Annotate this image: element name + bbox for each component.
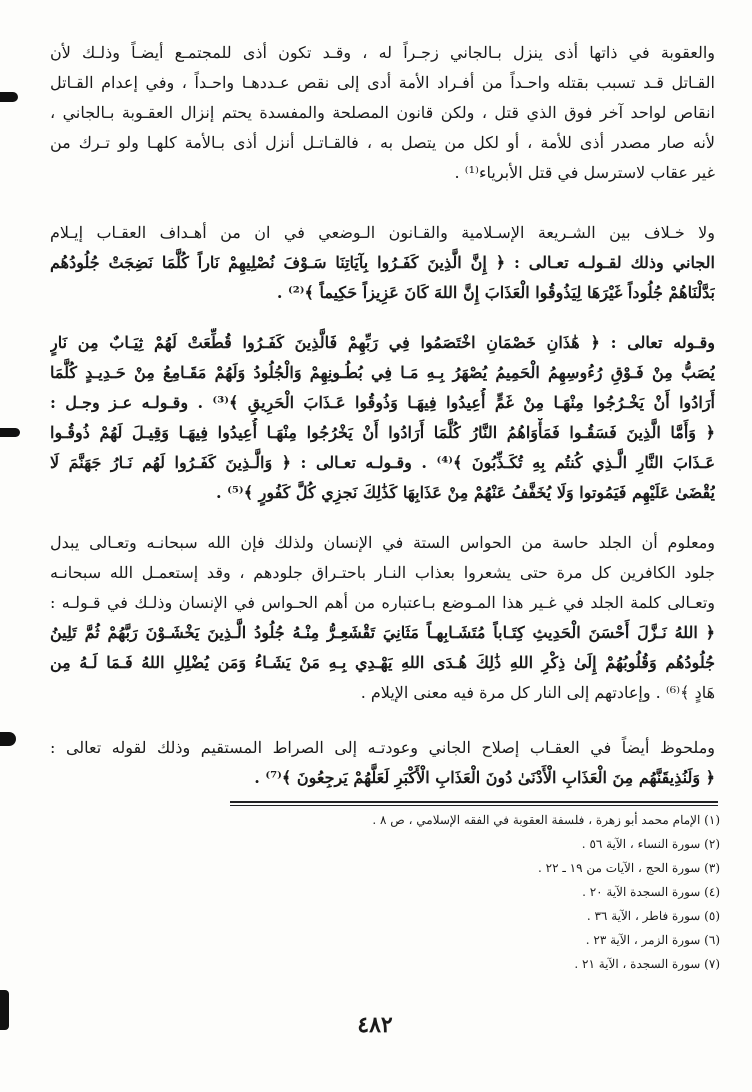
quran-verse-line: جُلُودُهُم وَقُلُوبُهُمْ إِلَىٰ ذِكْرِ اللهِ ذَٰلِكَ هُـدَى اللهِ يَهْـدِي بِـهِ مَنْ يَشَـاءُ وَمَن يُضْلِلِ اللهُ فَـمَا لَـهُ مِن: [50, 653, 715, 672]
quran-verse-line: أَرَادُوا أَنْ يَخْـرُجُوا مِنْهَـا مِنْ غَمٍّ أُعِيدُوا فِيهَـا وَذُوقُوا عَـذَابَ الْحَرِيقِ ﴾⁽³⁾ . وقـولـه عـز وجـل :: [50, 393, 715, 412]
page-number: ٤٨٢: [357, 1012, 393, 1038]
scan-mark: [0, 92, 18, 102]
footnote: (٦) سورة الزمر ، الآية ٢٣ .: [585, 933, 720, 947]
quran-verse-line: يُصَبُّ مِنْ فَـوْقِ رُءُوسِهِمُ الْحَمِيمُ يُصْهَرُ بِـهِ مَـا فِي بُطُـونِهِمْ وَالْجُلُودُ وَلَهُمْ مَقَـامِعُ مِنْ حَـدِيـدٍ كُلَّمَا: [50, 363, 715, 382]
text-line: وتعـالى كلمة الجلد في غـير هذا المـوضع بـاعتباره من أهم الحـواس في الإنسان وذلـك في قـولـه :: [50, 593, 715, 612]
footnote: (١) الإمام محمد أبو زهرة ، فلسفة العقوبة في الفقه الإسلامي ، ص ٨ .: [372, 813, 720, 827]
quran-verse-line: ﴿ وَأَمَّا الَّذِينَ فَسَقُـوا فَمَأْوَاهُمُ النَّارُ كُلَّمَا أَرَادُوا أَنْ يَخْرُجُوا مِنْهَـا أُعِيدُوا فِيهَـا وَقِيـلَ لَهُمْ ذُوقُـوا: [50, 423, 715, 442]
text-line: القـاتل قـد تسبب بقتله واحـداً من أفـراد الأمة أدى إلى نقص عـددهـا واحـداً ، وفي إعدام القـاتل: [50, 73, 715, 92]
text-line: انقاص لواحد آخر فوق الذي قتل ، ولكن قانون المصلحة والمفسدة يحتم إنزال العقـوبة بـالجاني ،: [50, 103, 715, 122]
footnote: (٤) سورة السجدة الآية ٢٠ .: [582, 885, 720, 899]
footnote: (٢) سورة النساء ، الآية ٥٦ .: [581, 837, 720, 851]
quran-verse-line: يُقْضَىٰ عَلَيْهِم فَيَمُوتوا وَلَا يُخَفَّفُ عَنْهُمْ مِنْ عَذَابِهَا كَذَٰلِكَ نَجزِي كُلَّ كَفُورٍ ﴾⁽⁵⁾ .: [216, 483, 715, 502]
text-line: هَادٍ ﴾⁽⁶⁾ . وإعادتهم إلى النار كل مرة فيه معنى الإيلام .: [360, 683, 715, 702]
scan-mark: [0, 428, 20, 437]
text-line: جلود الكافرين كل مرة حتى يشعروا بعذاب النـار باحتـراق جلودهم ، وقد إستعمـل الله سبحانـه: [50, 563, 715, 582]
footnote: (٣) سورة الحج ، الآيات من ١٩ ـ ٢٢ .: [537, 861, 720, 875]
text-line: وملحوظ أيضاً في العقـاب إصلاح الجاني وعودتـه إلى الصراط المستقيم وذلك لقوله تعالى :: [50, 738, 715, 757]
scan-mark: [0, 990, 9, 1030]
quran-verse-line: الجاني وذلك لقـولـه تعـالى : ﴿ إِنَّ الَّذِينَ كَفَـرُوا بِآيَاتِنَا سَـوْفَ نُصْلِيهِمْ نَاراً كُلَّمَا نَضِجَتْ جُلُودُهُم: [50, 253, 715, 272]
quran-verse-line: ﴿ اللهُ نَـزَّلَ أَحْسَنَ الْحَدِيثِ كِتَـاباً مُتَشَـابِهـاً مَثَانِيَ تَقْشَعِـرُّ مِنْـهُ جُلُودُ الَّـذِينَ يَخْشَـوْنَ رَبَّهُمْ ثُمَّ تَلِينُ: [50, 623, 715, 642]
quran-verse-line: بَدَّلْنَاهُمْ جُلُوداً غَيْرَهَا لِيَذُوقُوا الْعَذَابَ إِنَّ اللهَ كَانَ عَزِيزاً حَكِيماً ﴾⁽²⁾ .: [276, 283, 715, 302]
text-line: ومعلوم أن الجلد حاسة من الحواس الستة في الإنسان ولذلك فإن الله سبحانـه وتعـالى يبدل: [50, 533, 715, 552]
footnote: (٧) سورة السجدة ، الآية ٢١ .: [574, 957, 720, 971]
scan-mark: [0, 732, 16, 746]
text-line: لأنه صار مصدر أذى للأمة ، أو لكل من يتصل به ، فالقـاتـل أنزل أذى بـالأمة كلهـا ولو تـرك من: [50, 133, 715, 152]
footnote-divider: [230, 801, 718, 806]
text-line: ولا خـلاف بين الشـريعة الإسـلامية والقـانون الـوضعي في ان من أهـداف العقـاب إيـلام: [50, 223, 715, 242]
quran-verse-line: عَـذَابَ النَّارِ الَّـذِي كُنتُم بِهِ تُكَـذِّبُونَ ﴾⁽⁴⁾ . وقـولـه تعـالى : ﴿ وَالَّـذِينَ كَفَـرُوا لَهُم نَـارُ جَهَنَّمَ لَا: [50, 453, 715, 472]
quran-verse-line: ﴿ وَلَنُذِيقَنَّهُم مِنَ الْعَذَابِ الْأَدْنَىٰ دُونَ الْعَذَابِ الْأَكْبَرِ لَعَلَّهُمْ يَرجِعُونَ ﴾⁽⁷⁾ .: [254, 768, 715, 787]
text-line: غير عقاب لاسترسل في قتل الأبرياء⁽¹⁾ .: [454, 163, 715, 182]
quran-verse-line: وقـوله تعالى : ﴿ هَٰذَانِ خَصْمَانِ اخْتَصَمُوا فِي رَبِّهِمْ فَالَّذِينَ كَفَـرُوا قُطِّعَتْ لَهُمْ ثِيَـابٌ مِن نَارٍ: [50, 333, 715, 352]
footnote: (٥) سورة فاطر ، الآية ٣٦ .: [586, 909, 720, 923]
text-line: والعقوبة في ذاتها أذى ينزل بـالجاني زجـراً له ، وقـد تكون أذى للمجتمـع أيضـاً وذلـك لأن: [50, 43, 715, 62]
